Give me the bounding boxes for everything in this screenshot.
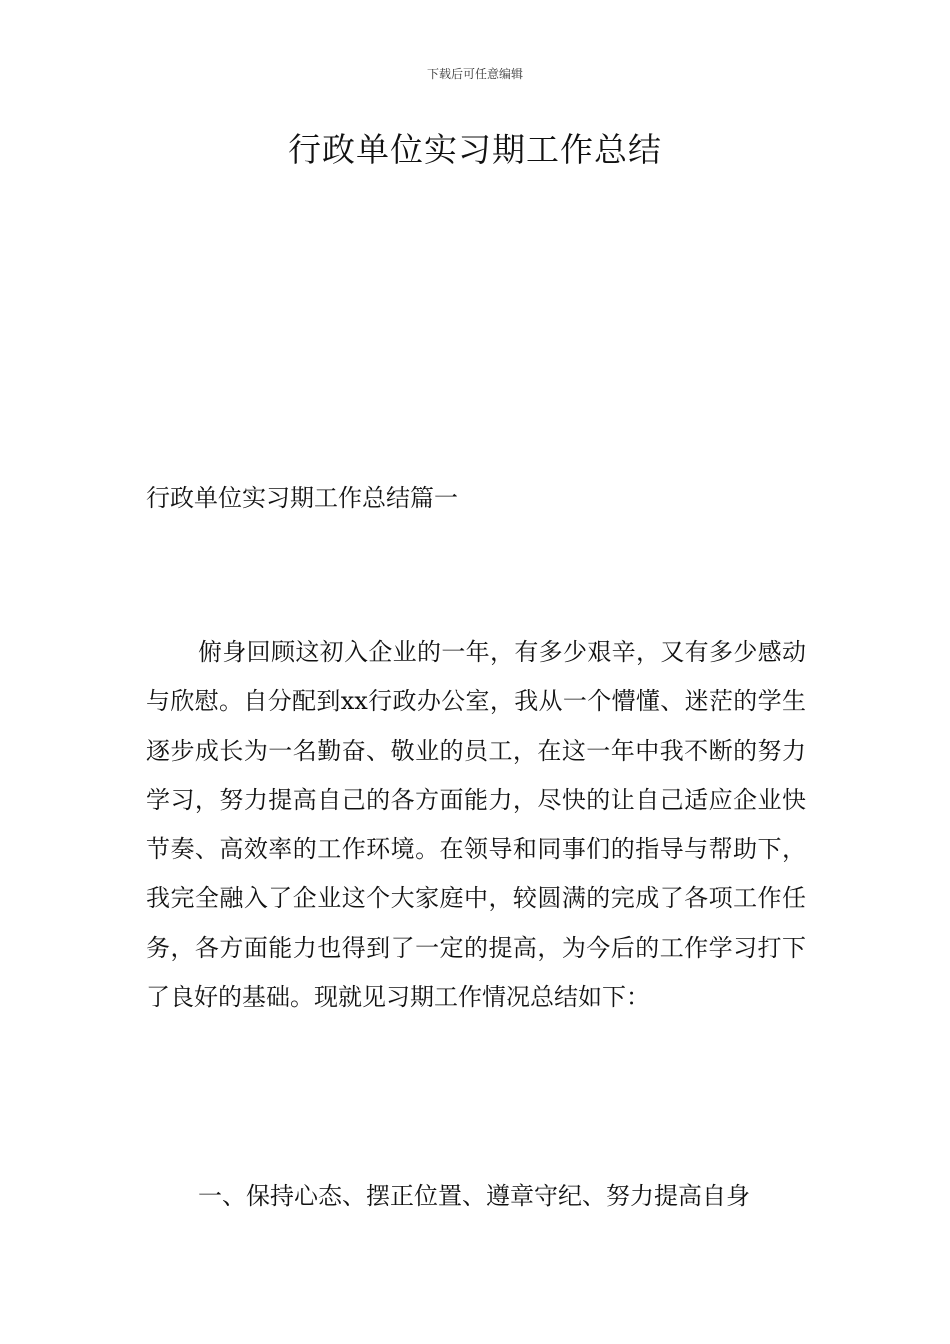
body-paragraph: 俯身回顾这初入企业的一年，有多少艰辛，又有多少感动与欣慰。自分配到xx行政办公室，我从一个懵懂、迷茫的学生逐步成长为一名勤奋、敬业的员工，在这一年中我不断的努力学习，努力提高自己的各方面能力，尽快的让自己适应企业快节奏、高效率的工作环境。在领导和同事们的指导与帮助下，我完全融入了企业这个大家庭中，较圆满的完成了各项工作任务，各方面能力也得到了一定的提高，为今后的工作学习打下了良好的基础。现就见习期工作情况总结如下： xyxy=(146,638,806,1012)
section-title: 行政单位实习期工作总结篇一 xyxy=(146,484,458,512)
subheading-one: 一、保持心态、摆正位置、遵章守纪、努力提高自身 xyxy=(198,1182,750,1210)
header-note: 下载后可任意编辑 xyxy=(426,67,523,81)
document-title: 行政单位实习期工作总结 xyxy=(288,130,662,169)
